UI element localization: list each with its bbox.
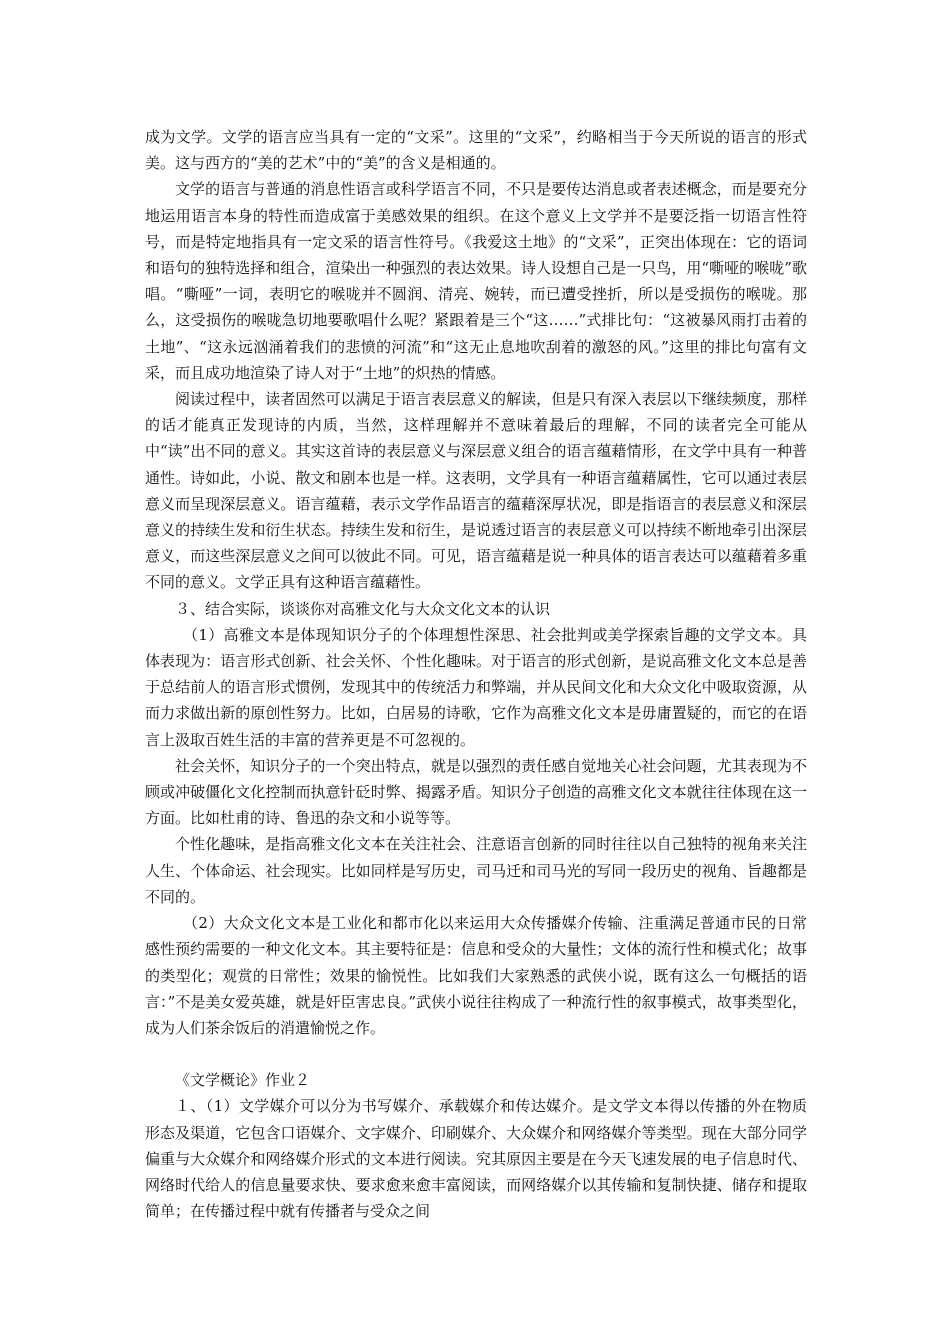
question-heading-3: ３、结合实际，谈谈你对高雅文化与大众文化文本的认识 <box>175 599 551 618</box>
paragraph-8: （2）大众文化文本是工业化和都市化以来运用大众传播媒介传输、注重满足普通市民的日常感性预约需要的一种文化文本。其主要特征是：信息和受众的大量性；文体的流行性和模式化；故事的类型化；观赏的日常性；效果的愉悦性。比如我们大家熟悉的武侠小说，既有这么一句概括的语言：”不是美女爱英雄，就是奸臣害忠良。”武侠小说往往构成了一种流行性的叙事模式，故事类型化，成为人们茶余饭后的消遣愉悦之作。 <box>145 914 807 1037</box>
paragraph-5: （1）高雅文本是体现知识分子的个体理想性深思、社会批判或美学探索旨趣的文学文本。具体表现为：语言形式创新、社会关怀、个性化趣味。对于语言的形式创新，是说高雅文化文本总是善于总结前人的语言形式惯例，发现其中的传统活力和弊端，并从民间文化和大众文化中吸取资源，从而力求做出新的原创性努力。比如，白居易的诗歌，它作为高雅文化文本是毋庸置疑的，而它的在语言上汲取百姓生活的丰富的营养更是不可忽视的。 <box>145 625 807 749</box>
paragraph-3: 阅读过程中，读者固然可以满足于语言表层意义的解读，但是只有深入表层以下继续频度，那样的话才能真正发现诗的内质，当然，这样理解并不意味着最后的理解，不同的读者完全可能从中“读”出不同的意义。其实这首诗的表层意义与深层意义组合的语言蕴藉情形，在文学中具有一种普通性。诗如此，小说、散文和剧本也是一样。这表明，文学具有一种语言蕴藉属性，它可以通过表层意义而呈现深层意义。语言蕴藉，表示文学作品语言的蕴藉深厚状况，即是指语言的表层意义和深层意义的持续生发和衍生状态。持续生发和衍生，是说透过语言的表层意义可以持续不断地牵引出深层意义，而这些深层意义之间可以彼此不同。可见，语言蕴藉是说一种具体的语言表达可以蕴藉着多重不同的意义。文学正具有这种语言蕴藉性。 <box>145 390 807 592</box>
paragraph-1: 成为文学。文学的语言应当具有一定的“文采”。这里的“文采”，约略相当于今天所说的语言的形式美。这与西方的“美的艺术”中的“美”的含义是相通的。 <box>145 128 807 173</box>
paragraph-6: 社会关怀，知识分子的一个突出特点，就是以强烈的责任感自觉地关心社会问题，尤其表现为不顾或冲破僵化文化控制而执意针砭时弊、揭露矛盾。知识分子创造的高雅文化文本就往往体现在这一方面。比如杜甫的诗、鲁迅的杂文和小说等等。 <box>145 756 807 828</box>
document-page <box>145 124 807 1224</box>
paragraph-7: 个性化趣味，是指高雅文化文本在关注社会、注意语言创新的同时往往以自己独特的视角来关注人生、个体命运、社会现实。比如同样是写历史，司马迁和司马光的写同一段历史的视角、旨趣都是不同的。 <box>145 835 807 906</box>
blank-line <box>145 1041 807 1067</box>
assignment-title: 《文学概论》作业２ <box>175 1071 311 1090</box>
paragraph-2: 文学的语言与普通的消息性语言或科学语言不同，不只是要传达消息或者表述概念，而是要充分地运用语言本身的特性而造成富于美感效果的组织。在这个意义上文学并不是要泛指一切语言性符号，而是特定地指具有一定文采的语言性符号。《我爱这土地》的“文采”，正突出体现在：它的语词和语句的独特选择和组合，渲染出一种强烈的表达效果。诗人设想自己是一只鸟，用“嘶哑的喉咙”歌唱。“嘶哑”一词，表明它的喉咙并不圆润、清亮、婉转，而已遭受挫折，所以是受损伤的喉咙。那么，这受损伤的喉咙急切地要歌唱什么呢？紧跟着是三个“这……”式排比句：“这被暴风雨打击着的土地”、“这永远汹涌着我们的悲愤的河流”和“这无止息地吹刮着的激怒的风。”这里的排比句富有文采，而且成功地渲染了诗人对于“土地”的炽热的情感。 <box>145 180 807 382</box>
paragraph-10: １、（1）文学媒介可以分为书写媒介、承载媒介和传达媒介。是文学文本得以传播的外在物质形态及渠道，它包含口语媒介、文字媒介、印刷媒介、大众媒介和网络媒介等类型。现在大部分同学偏重与大众媒介和网络媒介形式的文本进行阅读。究其原因主要是在今天飞速发展的电子信息时代、网络时代给人的信息量要求快、要求愈来愈丰富阅读，而网络媒介以其传输和复制快捷、储存和提取简单；在传播过程中就有传播者与受众之间 <box>145 1097 807 1221</box>
